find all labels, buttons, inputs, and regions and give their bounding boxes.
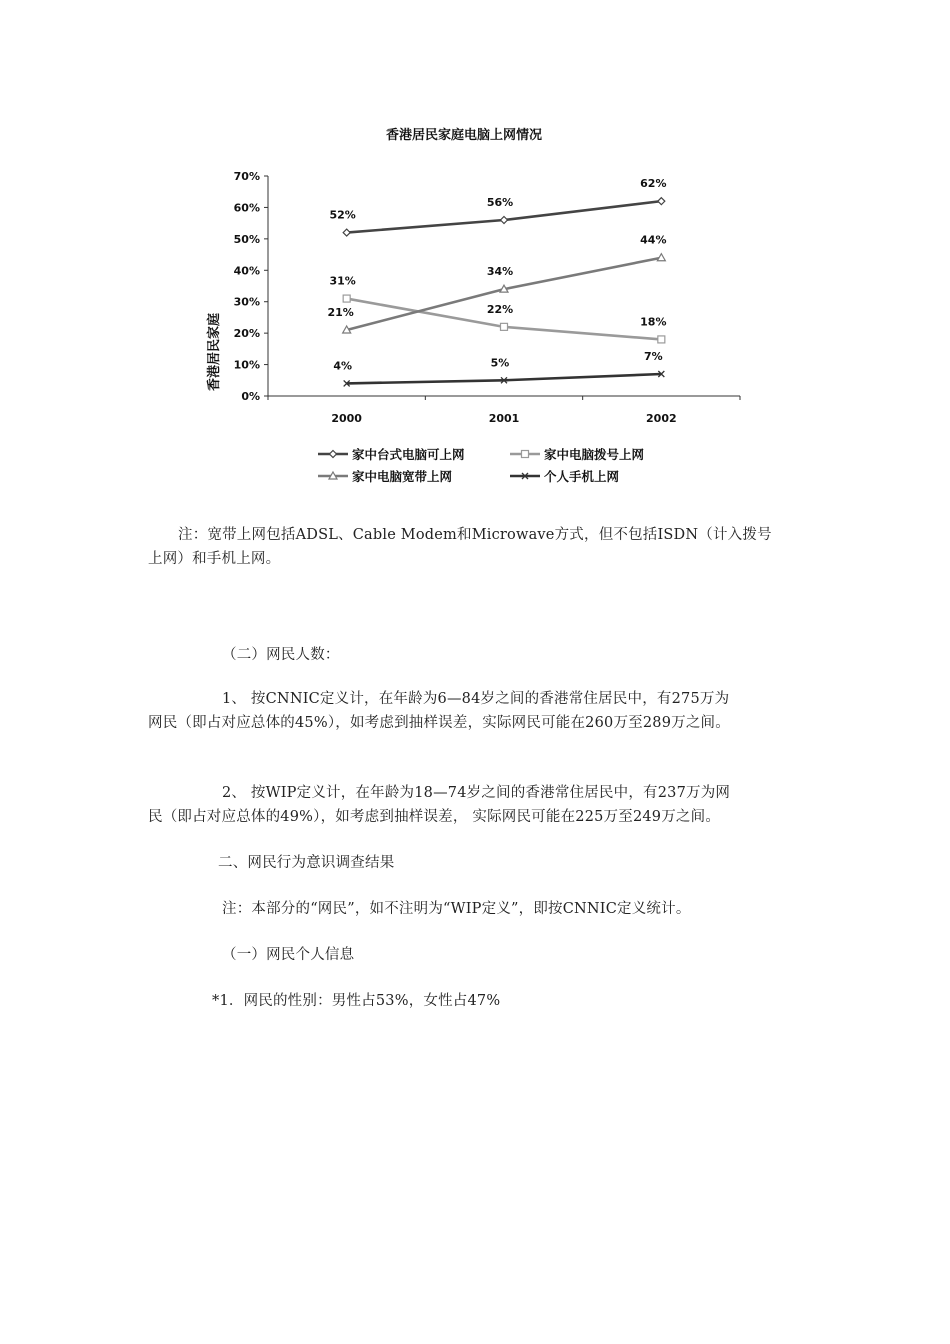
- legend-label: 家中台式电脑可上网: [352, 447, 465, 462]
- series-1: [329, 177, 666, 236]
- chart-legend: [318, 447, 645, 484]
- para-wip-line2: 民（即占对应总体的49%），如考虑到抽样误差， 实际网民可能在225万至249万之间。: [148, 809, 721, 825]
- chart-title: 香港居民家庭电脑上网情况: [385, 128, 543, 143]
- square-marker: [522, 451, 529, 458]
- data-label: 62%: [640, 177, 667, 191]
- data-label: 7%: [643, 350, 663, 363]
- legend-item: [318, 469, 453, 484]
- square-marker: [658, 336, 665, 343]
- chart-series: [327, 177, 666, 386]
- legend-label: 个人手机上网: [544, 469, 620, 484]
- diamond-marker: [658, 198, 665, 205]
- section-netizen-count: （二）网民人数：: [222, 647, 340, 663]
- y-tick-label: 60%: [233, 201, 260, 215]
- x-tick-label: 2000: [331, 412, 362, 425]
- legend-item: [318, 447, 465, 462]
- y-tick-label: 0%: [241, 390, 260, 403]
- legend-item: [510, 447, 645, 462]
- legend-label: 家中电脑宽带上网: [352, 469, 453, 484]
- section-personal-info: （一）网民个人信息: [222, 947, 355, 963]
- data-label: 31%: [329, 274, 356, 288]
- data-label: 34%: [486, 265, 514, 279]
- data-label: 56%: [486, 196, 514, 209]
- para-wip-line1: 2、 按WIP定义计，在年龄为18—74岁之间的香港常住居民中，有237万为网: [222, 785, 731, 801]
- square-marker: [343, 295, 350, 302]
- square-marker: [501, 323, 508, 330]
- diamond-marker: [501, 217, 508, 224]
- note-broadband-line2: 上网）和手机上网。: [148, 551, 281, 567]
- data-label: 18%: [640, 315, 667, 329]
- y-tick-label: 10%: [233, 358, 260, 372]
- y-axis-label: 香港居民家庭: [207, 312, 222, 392]
- y-tick-label: 30%: [233, 295, 260, 309]
- diamond-marker: [330, 451, 337, 458]
- x-tick-label: 2002: [646, 412, 677, 425]
- series-line: [347, 374, 662, 383]
- y-tick-label: 70%: [233, 170, 260, 183]
- y-tick-label: 40%: [233, 264, 260, 278]
- diamond-marker: [343, 229, 350, 236]
- internet-access-chart: [190, 110, 750, 500]
- para-cnnic-line1: 1、 按CNNIC定义计，在年龄为6—84岁之间的香港常住居民中，有275万为: [222, 691, 730, 707]
- data-label: 4%: [333, 359, 353, 373]
- note-netizen-definition: 注：本部分的“网民”，如不注明为“WIP定义”，即按CNNIC定义统计。: [222, 901, 691, 917]
- data-label: 52%: [329, 208, 356, 222]
- data-label: 21%: [327, 306, 354, 319]
- data-label: 44%: [640, 233, 667, 247]
- y-tick-label: 20%: [233, 327, 260, 341]
- series-4: [333, 350, 664, 386]
- data-label: 5%: [490, 356, 510, 370]
- section-behavior-results: 二、网民行为意识调查结果: [218, 855, 395, 871]
- y-tick-label: 50%: [233, 232, 260, 246]
- para-cnnic-line2: 网民（即占对应总体的45%），如考虑到抽样误差，实际网民可能在260万至289万之间。: [148, 715, 730, 731]
- data-label: 22%: [486, 302, 514, 316]
- note-broadband-line1: 注：宽带上网包括ADSL、Cable Modem和Microwave方式，但不包括ISDN（计入拨号: [178, 527, 772, 543]
- gender-stat: *1．网民的性别：男性占53%，女性占47%: [212, 993, 501, 1009]
- series-2: [329, 275, 666, 343]
- series-3: [327, 234, 666, 333]
- x-tick-label: 2001: [488, 412, 520, 425]
- legend-item: [510, 469, 620, 484]
- legend-label: 家中电脑拨号上网: [544, 447, 645, 462]
